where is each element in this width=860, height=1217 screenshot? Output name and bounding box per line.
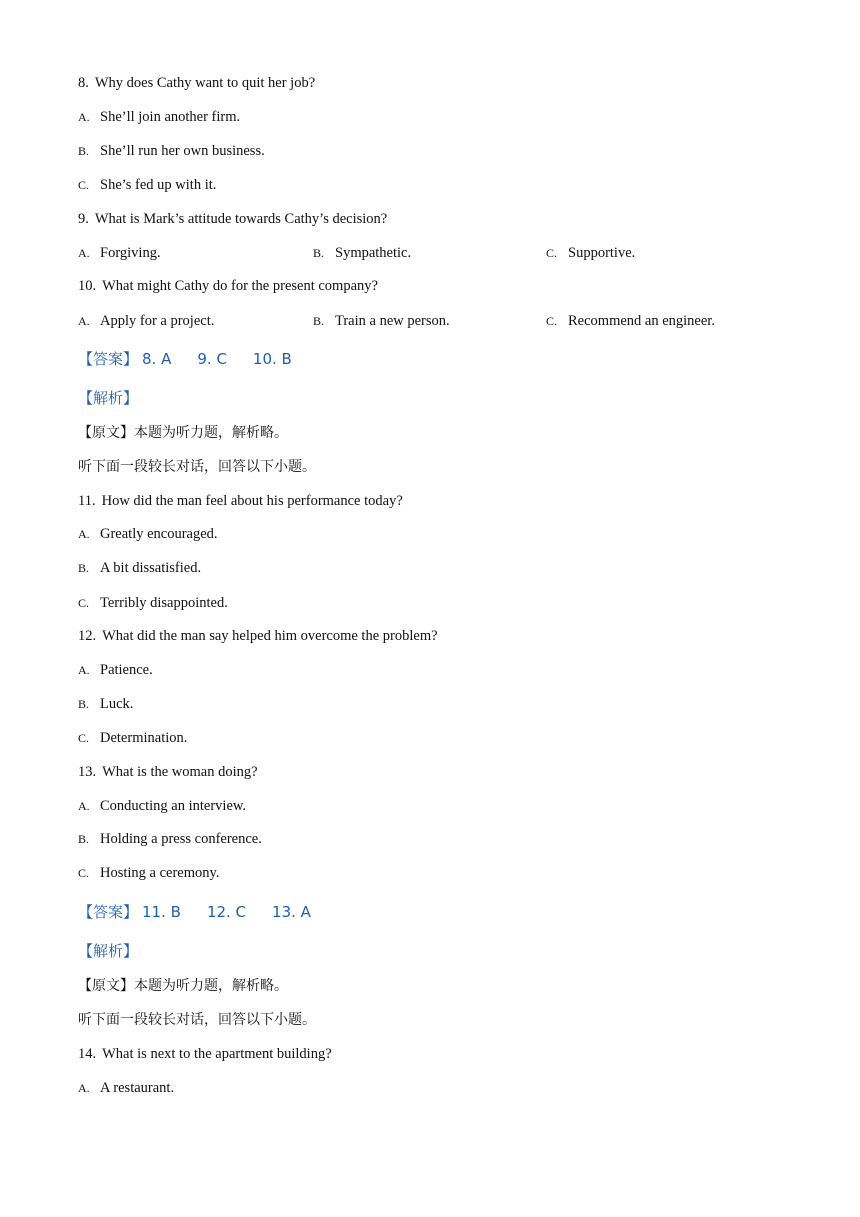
question-14 [78, 1045, 332, 1063]
option-letter: A. [78, 1081, 90, 1095]
option-letter: C. [546, 246, 558, 260]
option-text: Apply for a project. [100, 313, 215, 329]
option-letter: B. [78, 561, 90, 575]
answer-item: 12. C [206, 903, 247, 921]
question-text: How did the man feel about his performance today? [101, 493, 403, 509]
option-13b [78, 830, 262, 848]
option-letter: A. [78, 314, 90, 328]
option-12c [78, 729, 187, 747]
question-text: What is the woman doing? [102, 764, 258, 780]
option-text: Recommend an engineer. [568, 313, 715, 329]
option-text: Hosting a ceremony. [100, 865, 220, 881]
original-text: 【原文】本题为听力题，解析略。 [78, 978, 288, 994]
option-9c [546, 244, 635, 262]
question-number: 13. [78, 764, 97, 780]
question-number: 8. [78, 75, 89, 91]
option-text: Holding a press conference. [100, 831, 262, 847]
question-8 [78, 74, 315, 92]
option-10c [546, 312, 715, 330]
option-letter: A. [78, 799, 90, 813]
question-text: Why does Cathy want to quit her job? [94, 75, 316, 91]
option-14a [78, 1079, 174, 1097]
option-letter: A. [78, 527, 90, 541]
question-12 [78, 627, 438, 645]
option-text: Luck. [100, 696, 134, 712]
question-10 [78, 277, 378, 295]
option-letter: B. [313, 314, 325, 328]
option-letter: C. [78, 596, 90, 610]
option-text: Greatly encouraged. [100, 526, 218, 542]
question-13 [78, 763, 258, 781]
question-number: 14. [78, 1046, 97, 1062]
answer-line [78, 349, 314, 369]
question-text: What did the man say helped him overcome the problem? [102, 628, 438, 644]
option-9a [78, 244, 161, 262]
option-text: Forgiving. [100, 245, 161, 261]
option-letter: C. [78, 178, 90, 192]
question-text: What might Cathy do for the present company? [102, 278, 378, 294]
option-10b [313, 312, 450, 330]
option-text: Terribly disappointed. [100, 595, 228, 611]
option-letter: C. [78, 866, 90, 880]
option-text: She’s fed up with it. [100, 177, 217, 193]
answer-tag: 【答案】 [78, 903, 139, 921]
option-text: A restaurant. [100, 1080, 175, 1096]
option-letter: B. [78, 697, 90, 711]
answer-line [78, 902, 333, 922]
option-letter: B. [78, 832, 90, 846]
option-text: A bit dissatisfied. [100, 560, 202, 576]
option-11c [78, 594, 228, 612]
answer-tag: 【答案】 [78, 350, 139, 368]
option-8b [78, 142, 265, 160]
analysis-label: 【解析】 [78, 942, 139, 960]
answer-item: 10. B [252, 350, 292, 368]
option-13a [78, 797, 246, 815]
option-letter: A. [78, 246, 90, 260]
analysis-label: 【解析】 [78, 389, 139, 407]
option-text: Patience. [100, 662, 153, 678]
question-number: 11. [78, 493, 96, 509]
question-11 [78, 492, 403, 510]
option-13c [78, 864, 219, 882]
option-11b [78, 559, 201, 577]
option-letter: A. [78, 110, 90, 124]
option-12a [78, 661, 153, 679]
question-9 [78, 210, 387, 228]
option-letter: C. [78, 731, 90, 745]
original-text: 【原文】本题为听力题，解析略。 [78, 425, 288, 441]
option-text: Sympathetic. [335, 245, 412, 261]
question-number: 10. [78, 278, 97, 294]
option-text: She’ll run her own business. [100, 143, 265, 159]
instruction: 听下面一段较长对话，回答以下小题。 [78, 1012, 316, 1028]
option-text: Conducting an interview. [100, 798, 247, 814]
option-9b [313, 244, 411, 262]
answer-item: 9. C [197, 350, 227, 368]
option-letter: B. [313, 246, 325, 260]
option-text: She’ll join another firm. [100, 109, 241, 125]
option-8c [78, 176, 216, 194]
question-text: What is next to the apartment building? [102, 1046, 332, 1062]
option-11a [78, 525, 218, 543]
option-text: Train a new person. [335, 313, 450, 329]
question-number: 9. [78, 211, 89, 227]
question-number: 12. [78, 628, 97, 644]
option-letter: C. [546, 314, 558, 328]
instruction: 听下面一段较长对话，回答以下小题。 [78, 459, 316, 475]
option-8a [78, 108, 240, 126]
option-letter: A. [78, 663, 90, 677]
answer-item: 11. B [142, 903, 181, 921]
answer-item: 8. A [142, 350, 172, 368]
option-12b [78, 695, 133, 713]
option-letter: B. [78, 144, 90, 158]
option-text: Supportive. [568, 245, 636, 261]
answer-item: 13. A [272, 903, 311, 921]
option-text: Determination. [100, 730, 188, 746]
option-10a [78, 312, 214, 330]
question-text: What is Mark’s attitude towards Cathy’s decision? [94, 211, 388, 227]
